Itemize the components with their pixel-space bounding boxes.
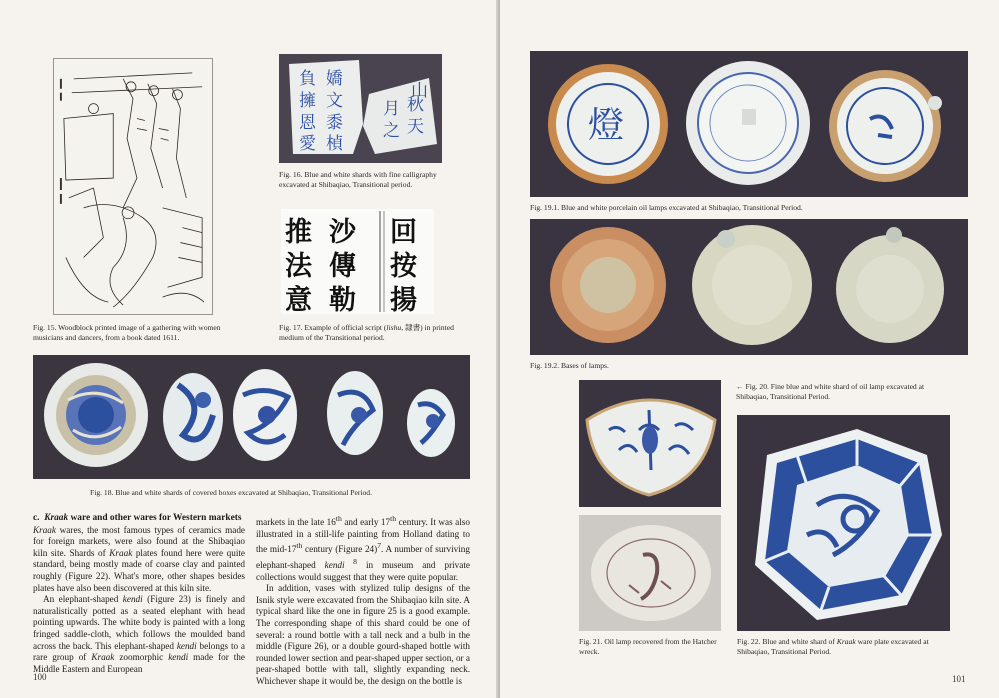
fig17-char: 推 [285,217,312,248]
fig22-caption-post: ware plate excavated at Shibaqiao, Transitional Period. [737,637,929,656]
footnote-ref[interactable]: 7 [377,541,382,551]
body-column-2 [256,513,470,688]
fig17-caption-post: , 隸書) in printed medium of the Transitional period. [279,323,454,342]
fig19-lamp-glyph: 燈 [588,105,625,146]
fig16-char: 楨 [326,134,343,154]
paragraph: In addition, vases with stylized tulip designs of the Isnik style were excavated from the Shibaqiao kiln site. A typical shard like the one in figure 25 is a good example. The corresponding shape of this shard could be one of several: a round bottle with a tall neck and a bulb in the middle (Figure 26), or a double gourd-shaped bottle with rounded lower section and pear-shaped upper section, or a pear-shaped bottle with tall, slightly expanding neck. Whichever shape it would be, the design on the bottle is [256,583,470,686]
page-number-right: 101 [952,674,966,684]
right-page [500,0,999,698]
fig16-caption: Fig. 16. Blue and white shards with fine calligraphy excavated at Shibaqiao, Transitional period. [279,170,437,189]
italic-term: Kraak [91,652,115,663]
fig20-caption: ← Fig. 20. Fine blue and white shard of oil lamp excavated at Shibaqiao, Transitional Period. [736,382,925,401]
fig17-char: 按 [390,251,417,282]
fig16-char: 負 [299,69,316,89]
page-number-left: 100 [33,672,47,682]
fig16-char: 天 [407,117,424,137]
fig15-woodblock-image [53,58,213,315]
fig16-char: 文 [326,91,343,111]
section-title-rest: ware and other wares for Western markets [68,513,242,523]
fig18-covered-box-shards [33,355,470,479]
fig16-char: 黍 [326,113,343,133]
text-run: . A number of surviving elephant-shaped [256,544,470,570]
fig22-caption-italic: Kraak [836,637,856,646]
fig16-char: 擁 [299,91,316,111]
italic-term: kendi [176,640,197,651]
fig20-lamp-shard [579,380,721,507]
fig17-char: 揚 [390,285,417,314]
paragraph [33,594,245,675]
italic-term: kendi [324,559,345,570]
fig16-char: 恩 [299,113,316,133]
fig19-1-caption: Fig. 19.1. Blue and white porcelain oil lamps excavated at Shibaqiao, Transitional Period. [530,203,803,212]
text-run: made for the Middle Eastern and European [33,652,245,674]
fig17-char: 沙 [329,217,356,248]
fig17-char: 意 [285,285,312,314]
fig16-char: 秋 [407,95,424,115]
italic-term: kendi [168,652,189,663]
fig17-char: 勒 [329,285,356,314]
fig22-caption-pre: Fig. 22. Blue and white shard of [737,637,837,646]
text-run: wares, the most famous types of ceramics made for foreign markets, were also found at the Shibaqiao kiln site. Shards of [33,524,245,558]
text-run: belongs to a rare group of [33,640,245,663]
text-run: plates found here were quite standard, being mostly made of coarse clay and painted roughly (Figure 22). What's more, other shapes besides plates have also been discovered at this kiln site. [33,547,245,593]
fig22-kraak-plate [737,415,950,631]
fig17-caption-italic: lishu [386,323,402,332]
text-run: in museum and private collections would suggest that they were quite popular. [256,559,470,582]
fig22-caption [737,637,957,657]
fig17-official-script [281,209,434,314]
fig17-caption-pre: Fig. 17. Example of official script ( [279,323,387,332]
superscript: th [335,514,342,523]
fig16-calligraphy-shards [279,54,442,163]
italic-term: kendi [122,594,143,605]
fig17-char: 法 [285,251,312,282]
fig16-char: 月 [383,99,400,119]
fig17-char: 回 [390,217,417,248]
fig16-char: 嬌 [326,69,343,89]
fig19-2-lamp-bases [530,219,968,355]
fig16-char: 之 [383,121,400,141]
text-run: An elephant-shaped [43,594,123,605]
text-run: and early 17 [341,517,391,528]
text-run: (Figure 23) is finely and naturalistically potted as a seated elephant with head pointing upwards. The white body is painted with a long fringed saddle-cloth, which follows the moulded band across the back. This elephant-shaped [33,594,245,651]
section-heading [33,513,245,525]
fig19-2-caption: Fig. 19.2. Bases of lamps. [530,361,609,370]
superscript: th [296,541,303,551]
fig15-caption: Fig. 15. Woodblock printed image of a gathering with women musicians and dancers, from a book dated 1611. [33,323,221,342]
superscript: th [390,514,397,523]
body-column-1 [33,513,245,675]
paragraph [33,525,245,595]
section-title-italic: Kraak [44,513,69,523]
text-run: zoomorphic [114,652,169,663]
fig21-caption: Fig. 21. Oil lamp recovered from the Hatcher wreck. [579,637,717,656]
section-label: c. [33,513,40,523]
text-run: markets in the late 16 [256,517,336,528]
italic-term: Kraak [109,547,133,558]
paragraph [256,513,470,583]
fig19-1-oil-lamps [530,51,968,197]
footnote-ref[interactable]: 8 [344,556,358,566]
fig18-caption: Fig. 18. Blue and white shards of covered boxes excavated at Shibaqiao, Transitional Period. [90,488,372,497]
fig16-char: 山 [411,81,428,101]
fig21-hatcher-lamp [579,515,721,631]
left-page [0,0,498,698]
italic-term: Kraak [33,524,56,535]
text-run: century. It was also illustrated in a still-life painting from Holland dating to the mid-17 [256,517,470,555]
fig17-char: 傳 [329,251,356,282]
fig17-caption [279,323,479,343]
fig16-char: 愛 [299,134,316,154]
text-run: century (Figure 24) [302,544,378,555]
